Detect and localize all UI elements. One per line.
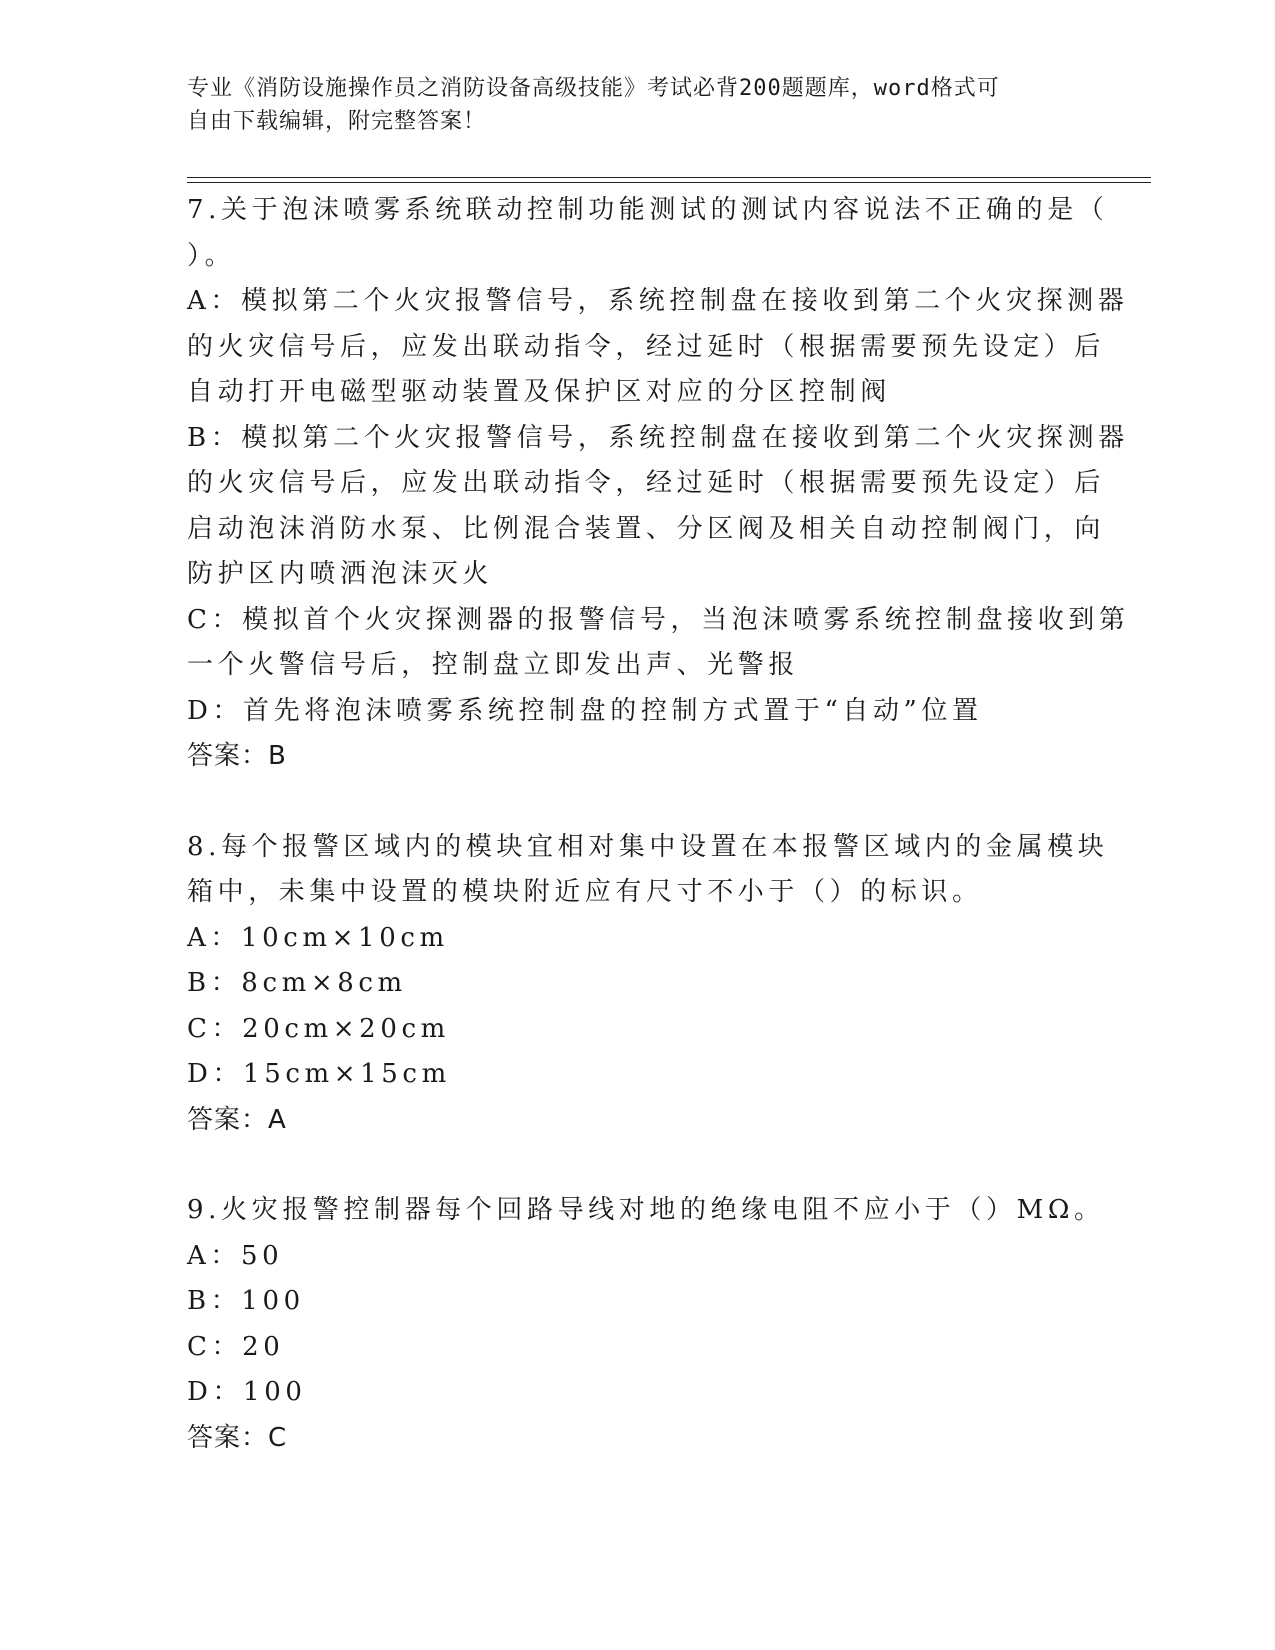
option-line: 的火灾信号后，应发出联动指令，经过延时（根据需要预先设定）后 xyxy=(187,468,1106,498)
option-line: A：模拟第二个火灾报警信号，系统控制盘在接收到第二个火灾探测器 xyxy=(187,286,1129,316)
option-line: C：模拟首个火灾探测器的报警信号，当泡沫喷雾系统控制盘接收到第 xyxy=(187,604,1130,635)
option-line: C：20cm×20cm xyxy=(187,1013,450,1044)
spacer xyxy=(187,1143,1087,1188)
answer-line: 答案：C xyxy=(187,1422,288,1453)
option-line: D：100 xyxy=(187,1377,307,1407)
option-line: D：15cm×15cm xyxy=(187,1059,451,1089)
option-line: A：50 xyxy=(187,1240,284,1271)
question-stem: ）。 xyxy=(187,240,236,271)
option-line: 一个火警信号后，控制盘立即发出声、光警报 xyxy=(187,650,800,680)
header-line: 自由下载编辑，附完整答案！ xyxy=(187,109,487,134)
question-block xyxy=(187,825,1109,1144)
option-line: B：8cm×8cm xyxy=(187,968,407,998)
option-line: 的火灾信号后，应发出联动指令，经过延时（根据需要预先设定）后 xyxy=(187,331,1106,362)
question-list xyxy=(187,188,1130,1461)
option-line: 防护区内喷洒泡沫灭火 xyxy=(187,559,494,589)
option-line: 自动打开电磁型驱动装置及保护区对应的分区控制阀 xyxy=(187,377,891,407)
option-line: C：20 xyxy=(187,1331,285,1362)
question-block xyxy=(187,188,1130,780)
question-block xyxy=(187,1188,1105,1461)
answer-line: 答案：B xyxy=(187,741,287,771)
header-divider xyxy=(187,177,1151,178)
option-line: B：模拟第二个火灾报警信号，系统控制盘在接收到第二个火灾探测器 xyxy=(187,422,1129,453)
question-stem: 9.火灾报警控制器每个回路导线对地的绝缘电阻不应小于（）MΩ。 xyxy=(187,1195,1105,1225)
option-line: A：10cm×10cm xyxy=(187,922,449,953)
header-line: 专业《消防设施操作员之消防设备高级技能》考试必背200题题库，word格式可 xyxy=(187,76,1000,101)
option-line: D：首先将泡沫喷雾系统控制盘的控制方式置于“自动”位置 xyxy=(187,695,983,726)
question-stem: 7.关于泡沫喷雾系统联动控制功能测试的测试内容说法不正确的是（ xyxy=(187,195,1109,225)
answer-line: 答案：A xyxy=(187,1104,287,1135)
document-header xyxy=(187,72,1067,138)
question-stem: 箱中，未集中设置的模块附近应有尺寸不小于（）的标识。 xyxy=(187,877,983,907)
question-stem: 8.每个报警区域内的模块宜相对集中设置在本报警区域内的金属模块 xyxy=(187,831,1109,862)
option-line: 启动泡沫消防水泵、比例混合装置、分区阀及相关自动控制阀门，向 xyxy=(187,513,1106,544)
header-divider xyxy=(187,182,1151,183)
option-line: B：100 xyxy=(187,1286,305,1316)
spacer xyxy=(187,780,1087,825)
